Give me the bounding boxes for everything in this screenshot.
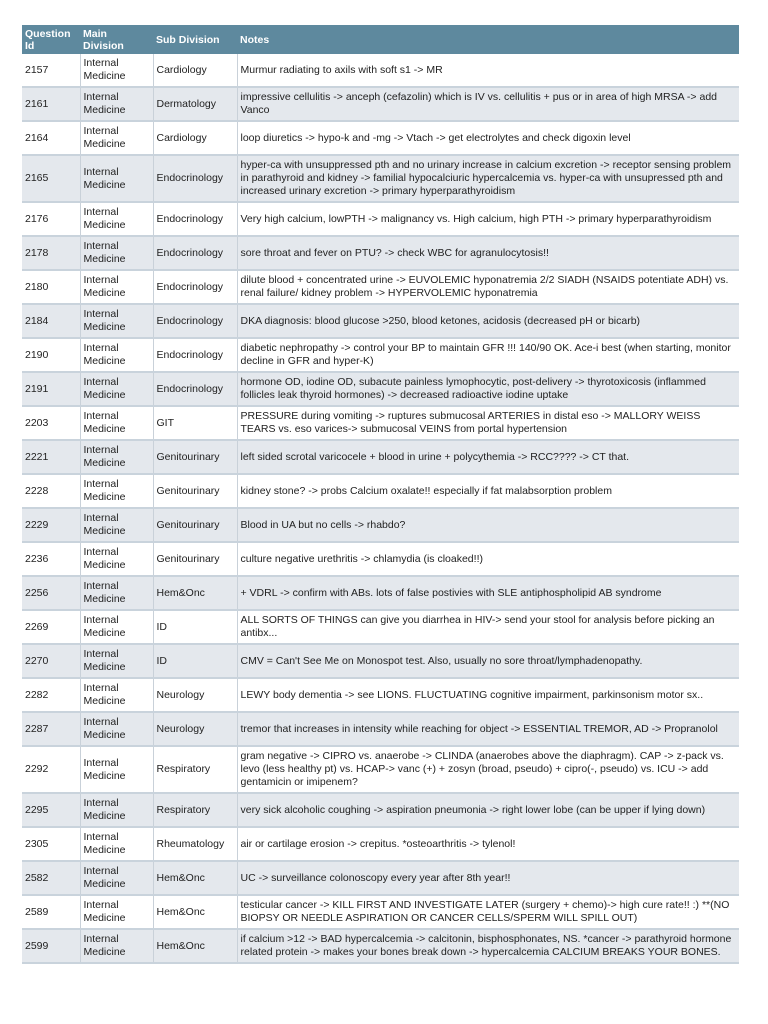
sub-division-cell: Cardiology: [153, 121, 237, 155]
table-row: [22, 895, 739, 929]
table-row: [22, 155, 739, 202]
notes-cell: culture negative urethritis -> chlamydia (is cloaked!!): [237, 542, 739, 576]
main-division-cell: Internal Medicine: [80, 746, 153, 793]
header-question-id: Question Id: [22, 25, 80, 54]
table-row: [22, 202, 739, 236]
main-division-cell: Internal Medicine: [80, 827, 153, 861]
notes-cell: left sided scrotal varicocele + blood in urine + polycythemia -> RCC???? -> CT that.: [237, 440, 739, 474]
sub-division-cell: Endocrinology: [153, 372, 237, 406]
main-division-cell: Internal Medicine: [80, 87, 153, 121]
question-id-cell: 2269: [22, 610, 80, 644]
question-id-cell: 2176: [22, 202, 80, 236]
main-division-cell: Internal Medicine: [80, 304, 153, 338]
main-division-cell: Internal Medicine: [80, 678, 153, 712]
sub-division-cell: Cardiology: [153, 54, 237, 87]
sub-division-cell: Genitourinary: [153, 440, 237, 474]
table-row: [22, 304, 739, 338]
table-row: [22, 827, 739, 861]
main-division-cell: Internal Medicine: [80, 406, 153, 440]
question-id-cell: 2178: [22, 236, 80, 270]
notes-cell: PRESSURE during vomiting -> ruptures submucosal ARTERIES in distal eso -> MALLORY WEISS TEARS vs. eso varices-> submucosal VEINS from portal hypertension: [237, 406, 739, 440]
main-division-cell: Internal Medicine: [80, 610, 153, 644]
sub-division-cell: Genitourinary: [153, 474, 237, 508]
sub-division-cell: Neurology: [153, 712, 237, 746]
question-id-cell: 2190: [22, 338, 80, 372]
main-division-cell: Internal Medicine: [80, 372, 153, 406]
notes-cell: Very high calcium, lowPTH -> malignancy vs. High calcium, high PTH -> primary hyperparathyroidism: [237, 202, 739, 236]
notes-cell: very sick alcoholic coughing -> aspiration pneumonia -> right lower lobe (can be upper if lying down): [237, 793, 739, 827]
main-division-cell: Internal Medicine: [80, 542, 153, 576]
table-row: [22, 87, 739, 121]
table-row: [22, 372, 739, 406]
main-division-cell: Internal Medicine: [80, 644, 153, 678]
table-row: [22, 576, 739, 610]
sub-division-cell: Respiratory: [153, 793, 237, 827]
table-row: [22, 508, 739, 542]
question-id-cell: 2236: [22, 542, 80, 576]
sub-division-cell: Endocrinology: [153, 155, 237, 202]
sub-division-cell: ID: [153, 644, 237, 678]
notes-cell: Murmur radiating to axils with soft s1 -> MR: [237, 54, 739, 87]
sub-division-cell: Endocrinology: [153, 236, 237, 270]
main-division-cell: Internal Medicine: [80, 576, 153, 610]
table-row: [22, 861, 739, 895]
question-id-cell: 2305: [22, 827, 80, 861]
question-id-cell: 2599: [22, 929, 80, 963]
notes-cell: if calcium >12 -> BAD hypercalcemia -> calcitonin, bisphosphonates, NS. *cancer -> parathyroid hormone related protein -> makes your bones break down -> hypercalcemia CALCIUM BREAKS YOUR BONES.: [237, 929, 739, 963]
question-id-cell: 2582: [22, 861, 80, 895]
question-id-cell: 2589: [22, 895, 80, 929]
table-row: [22, 440, 739, 474]
question-id-cell: 2157: [22, 54, 80, 87]
table-row: [22, 406, 739, 440]
question-id-cell: 2256: [22, 576, 80, 610]
table-row: [22, 929, 739, 963]
notes-cell: diabetic nephropathy -> control your BP to maintain GFR !!! 140/90 OK. Ace-i best (when starting, monitor decline in GFR and hyper-K): [237, 338, 739, 372]
question-id-cell: 2229: [22, 508, 80, 542]
table-row: [22, 793, 739, 827]
notes-cell: gram negative -> CIPRO vs. anaerobe -> CLINDA (anaerobes above the diaphragm). CAP -> z-pack vs. levo (less healthy pt) vs. HCAP-> vanc (+) + zosyn (broad, pseudo) + cipro(-, pseudo) vs. ICU -> add gentamicin or imipenem?: [237, 746, 739, 793]
notes-cell: kidney stone? -> probs Calcium oxalate!! especially if fat malabsorption problem: [237, 474, 739, 508]
main-division-cell: Internal Medicine: [80, 270, 153, 304]
notes-cell: LEWY body dementia -> see LIONS. FLUCTUATING cognitive impairment, parkinsonism motor sx..: [237, 678, 739, 712]
header-notes: Notes: [237, 25, 739, 54]
sub-division-cell: Neurology: [153, 678, 237, 712]
table-row: [22, 474, 739, 508]
question-id-cell: 2184: [22, 304, 80, 338]
sub-division-cell: Endocrinology: [153, 304, 237, 338]
notes-cell: impressive cellulitis -> anceph (cefazolin) which is IV vs. cellulitis + pus or in area of high MRSA -> add Vanco: [237, 87, 739, 121]
table-row: [22, 338, 739, 372]
question-id-cell: 2191: [22, 372, 80, 406]
question-id-cell: 2165: [22, 155, 80, 202]
sub-division-cell: Endocrinology: [153, 338, 237, 372]
notes-cell: dilute blood + concentrated urine -> EUVOLEMIC hyponatremia 2/2 SIADH (NSAIDS potentiate ADH) vs. renal failure/ kidney problem -> HYPERVOLEMIC hyponatremia: [237, 270, 739, 304]
sub-division-cell: Genitourinary: [153, 508, 237, 542]
table-header-row: [22, 25, 739, 54]
notes-cell: hormone OD, iodine OD, subacute painless lymophocytic, post-delivery -> thyrotoxicosis (inflammed follicles leak thyroid hormones) -> decreased radioactive iodine uptake: [237, 372, 739, 406]
table-row: [22, 54, 739, 87]
table-row: [22, 678, 739, 712]
table-row: [22, 712, 739, 746]
notes-cell: ALL SORTS OF THINGS can give you diarrhea in HIV-> send your stool for analysis before picking an antibx...: [237, 610, 739, 644]
sub-division-cell: ID: [153, 610, 237, 644]
table-row: [22, 236, 739, 270]
main-division-cell: Internal Medicine: [80, 508, 153, 542]
header-sub-division: Sub Division: [153, 25, 237, 54]
sub-division-cell: Endocrinology: [153, 202, 237, 236]
notes-cell: loop diuretics -> hypo-k and -mg -> Vtach -> get electrolytes and check digoxin level: [237, 121, 739, 155]
main-division-cell: Internal Medicine: [80, 121, 153, 155]
table-row: [22, 121, 739, 155]
header-main-division: Main Division: [80, 25, 153, 54]
main-division-cell: Internal Medicine: [80, 929, 153, 963]
main-division-cell: Internal Medicine: [80, 54, 153, 87]
main-division-cell: Internal Medicine: [80, 861, 153, 895]
sub-division-cell: Hem&Onc: [153, 576, 237, 610]
question-id-cell: 2161: [22, 87, 80, 121]
main-division-cell: Internal Medicine: [80, 895, 153, 929]
question-id-cell: 2203: [22, 406, 80, 440]
sub-division-cell: Hem&Onc: [153, 895, 237, 929]
notes-cell: UC -> surveillance colonoscopy every year after 8th year!!: [237, 861, 739, 895]
question-id-cell: 2180: [22, 270, 80, 304]
main-division-cell: Internal Medicine: [80, 236, 153, 270]
notes-table: [22, 25, 739, 964]
notes-cell: sore throat and fever on PTU? -> check WBC for agranulocytosis!!: [237, 236, 739, 270]
main-division-cell: Internal Medicine: [80, 712, 153, 746]
question-id-cell: 2228: [22, 474, 80, 508]
notes-cell: testicular cancer -> KILL FIRST AND INVESTIGATE LATER (surgery + chemo)-> high cure rate!! :) **(NO BIOPSY OR NEEDLE ASPIRATION OR CANCER CELLS/SPERM WILL SPILL OUT): [237, 895, 739, 929]
sub-division-cell: Rheumatology: [153, 827, 237, 861]
question-id-cell: 2287: [22, 712, 80, 746]
notes-cell: hyper-ca with unsuppressed pth and no urinary increase in calcium excretion -> receptor sensing problem in parathyroid and kidney -> familial hypocalciuric hypercalcemia vs. hyper-ca with unsupressed pth and increased urinary excretion -> primary hyperparathyroidism: [237, 155, 739, 202]
table-row: [22, 610, 739, 644]
sub-division-cell: Dermatology: [153, 87, 237, 121]
main-division-cell: Internal Medicine: [80, 474, 153, 508]
notes-cell: + VDRL -> confirm with ABs. lots of false postivies with SLE antiphospholipid AB syndrome: [237, 576, 739, 610]
sub-division-cell: Hem&Onc: [153, 929, 237, 963]
notes-cell: CMV = Can't See Me on Monospot test. Also, usually no sore throat/lymphadenopathy.: [237, 644, 739, 678]
main-division-cell: Internal Medicine: [80, 793, 153, 827]
notes-cell: air or cartilage erosion -> crepitus. *osteoarthritis -> tylenol!: [237, 827, 739, 861]
question-id-cell: 2270: [22, 644, 80, 678]
main-division-cell: Internal Medicine: [80, 338, 153, 372]
question-id-cell: 2292: [22, 746, 80, 793]
sub-division-cell: GIT: [153, 406, 237, 440]
question-id-cell: 2295: [22, 793, 80, 827]
sub-division-cell: Endocrinology: [153, 270, 237, 304]
table-row: [22, 270, 739, 304]
sub-division-cell: Hem&Onc: [153, 861, 237, 895]
notes-cell: Blood in UA but no cells -> rhabdo?: [237, 508, 739, 542]
notes-cell: tremor that increases in intensity while reaching for object -> ESSENTIAL TREMOR, AD -> Propranolol: [237, 712, 739, 746]
table-row: [22, 746, 739, 793]
sub-division-cell: Respiratory: [153, 746, 237, 793]
question-id-cell: 2221: [22, 440, 80, 474]
table-row: [22, 542, 739, 576]
table-row: [22, 644, 739, 678]
question-id-cell: 2164: [22, 121, 80, 155]
main-division-cell: Internal Medicine: [80, 440, 153, 474]
sub-division-cell: Genitourinary: [153, 542, 237, 576]
main-division-cell: Internal Medicine: [80, 202, 153, 236]
question-id-cell: 2282: [22, 678, 80, 712]
main-division-cell: Internal Medicine: [80, 155, 153, 202]
notes-cell: DKA diagnosis: blood glucose >250, blood ketones, acidosis (decreased pH or bicarb): [237, 304, 739, 338]
